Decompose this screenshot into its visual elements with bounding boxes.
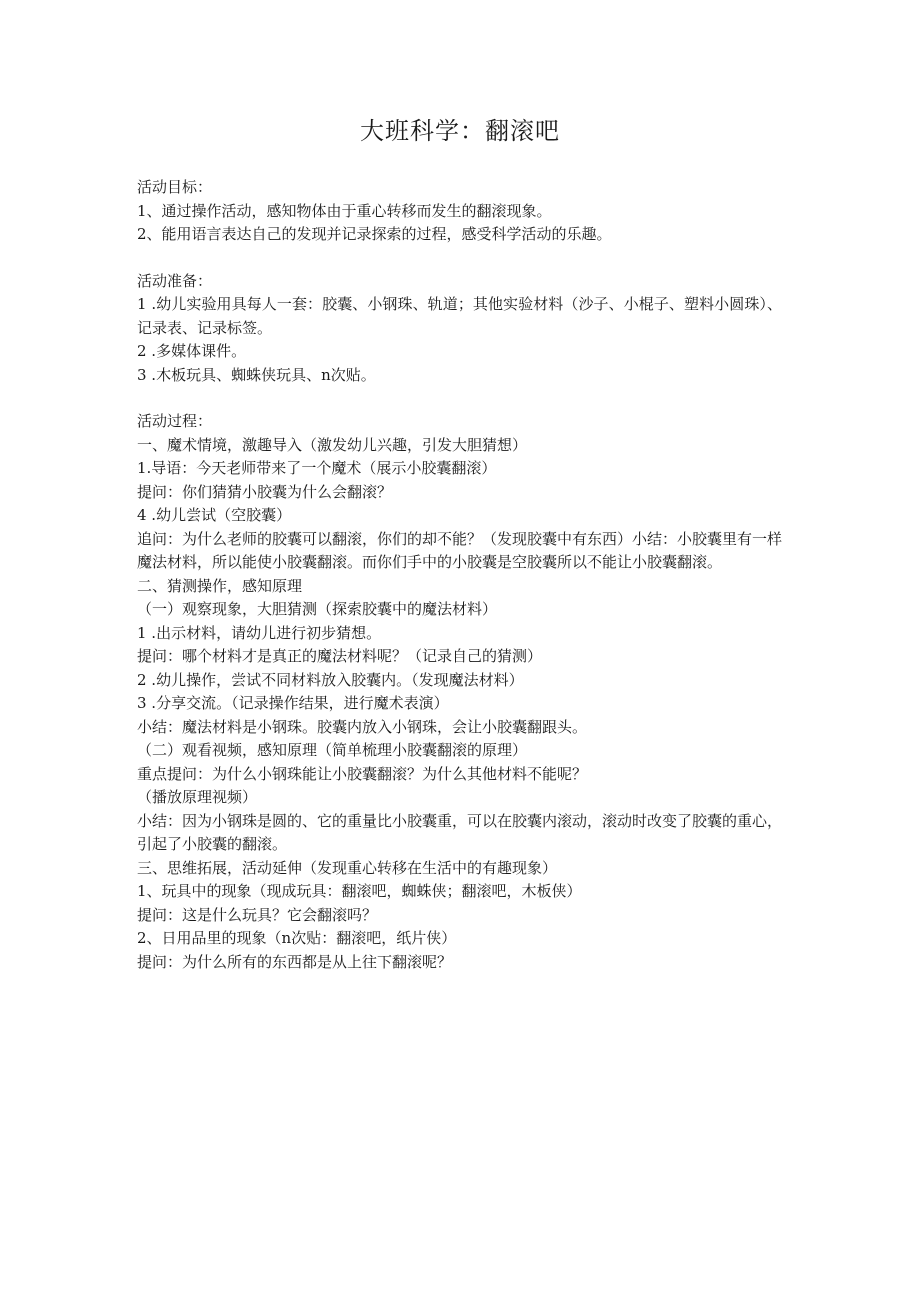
- preparation-item: 2 .多媒体课件。: [137, 342, 247, 360]
- goal-item: 2、能用语言表达自己的发现并记录探索的过程，感受科学活动的乐趣。: [137, 225, 612, 243]
- process-line: 3 .分享交流。（记录操作结果，进行魔术表演）: [137, 694, 449, 712]
- process-line: 4 .幼儿尝试（空胶囊）: [137, 506, 292, 524]
- process-line: （播放原理视频）: [137, 788, 258, 806]
- document-title: 大班科学：翻滚吧: [360, 117, 560, 145]
- process-line: 提问：这是什么玩具？它会翻滚吗？: [137, 905, 378, 924]
- process-line: 重点提问：为什么小钢珠能让小胶囊翻滚？为什么其他材料不能呢？: [137, 764, 588, 783]
- process-heading: 活动过程：: [137, 412, 213, 430]
- process-line: 二、猜测操作，感知原理: [137, 576, 303, 595]
- preparation-heading: 活动准备：: [137, 271, 213, 290]
- process-line: 一、魔术情境，激趣导入（激发幼儿兴趣，引发大胆猜想）: [137, 435, 528, 454]
- document-body: [137, 176, 782, 974]
- process-line: 小结：魔法材料是小钢珠。胶囊内放入小钢珠，会让小胶囊翻跟头。: [137, 717, 588, 736]
- process-line: 提问：哪个材料才是真正的魔法材料呢？（记录自己的猜测）: [137, 647, 543, 665]
- process-line: （一）观察现象，大胆猜测（探索胶囊中的魔法材料）: [137, 600, 498, 618]
- process-line: （二）观看视频，感知原理（简单梳理小胶囊翻滚的原理）: [137, 741, 528, 759]
- process-line: 追问：为什么老师的胶囊可以翻滚，你们的却不能？（发现胶囊中有东西）小结：小胶囊里有一样魔法材料，所以能使小胶囊翻滚。而你们手中的小胶囊是空胶囊所以不能让小胶囊翻滚。: [137, 529, 783, 571]
- process-line: 小结：因为小钢珠是圆的、它的重量比小胶囊重，可以在胶囊内滚动，滚动时改变了胶囊的重心，引起了小胶囊的翻滚。: [137, 811, 783, 853]
- process-line: 1.导语：今天老师带来了一个魔术（展示小胶囊翻滚）: [137, 459, 497, 477]
- process-line: 2 .幼儿操作，尝试不同材料放入胶囊内。（发现魔法材料）: [137, 670, 524, 689]
- process-line: 1 .出示材料，请幼儿进行初步猜想。: [137, 623, 382, 642]
- process-line: 提问：为什么所有的东西都是从上往下翻滚呢？: [137, 952, 453, 971]
- preparation-item: 1 .幼儿实验用具每人一套：胶囊、小钢珠、轨道；其他实验材料（沙子、小棍子、塑料小圆珠）、记录表、记录标签。: [137, 295, 782, 337]
- preparation-item: 3 .木板玩具、蜘蛛侠玩具、n次贴。: [137, 365, 376, 384]
- process-line: 2、日用品里的现象（n次贴：翻滚吧，纸片侠）: [137, 929, 457, 947]
- process-line: 提问：你们猜猜小胶囊为什么会翻滚？: [137, 482, 393, 501]
- process-line: 三、思维拓展，活动延伸（发现重心转移在生活中的有趣现象）: [137, 858, 558, 877]
- process-line: 1、玩具中的现象（现成玩具：翻滚吧，蜘蛛侠；翻滚吧，木板侠）: [137, 882, 582, 900]
- goal-item: 1、通过操作活动，感知物体由于重心转移而发生的翻滚现象。: [137, 201, 552, 220]
- goals-heading: 活动目标：: [137, 178, 213, 196]
